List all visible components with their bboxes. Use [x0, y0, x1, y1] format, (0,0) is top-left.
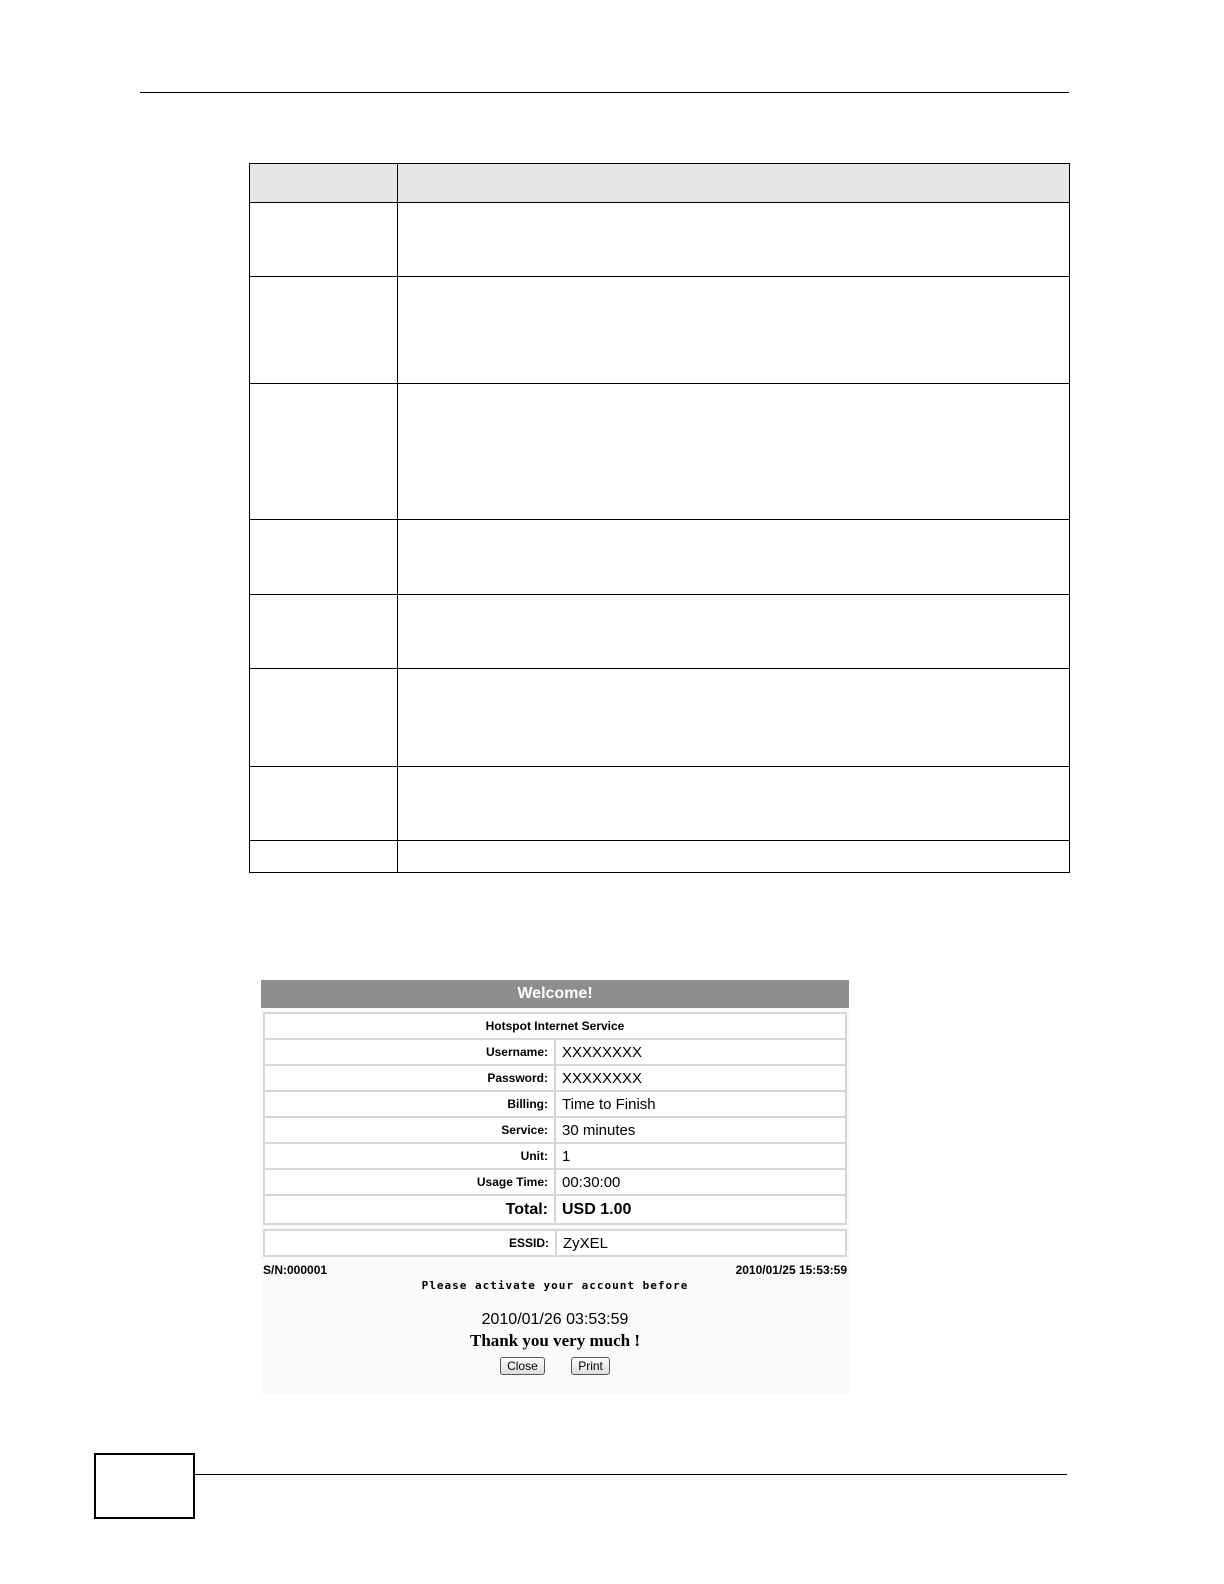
- activate-notice: Please activate your account before: [421, 1279, 689, 1292]
- welcome-banner: Welcome!: [261, 980, 849, 1008]
- table-header-cell: [398, 164, 1070, 203]
- username-label: Username:: [264, 1039, 555, 1065]
- serial-number: S/N:000001: [263, 1263, 328, 1277]
- service-label: Service:: [264, 1117, 555, 1143]
- table-row: [250, 384, 1070, 520]
- receipt-meta: [263, 1263, 847, 1277]
- billing-value: Time to Finish: [555, 1091, 846, 1117]
- receipt-buttons: [261, 1357, 849, 1375]
- usage-time-label: Usage Time:: [264, 1169, 555, 1195]
- password-value: XXXXXXXX: [555, 1065, 846, 1091]
- table-row: [264, 1091, 846, 1117]
- print-button[interactable]: Print: [571, 1357, 610, 1375]
- total-value: USD 1.00: [555, 1195, 846, 1224]
- password-label: Password:: [264, 1065, 555, 1091]
- page-number-box: [94, 1453, 195, 1519]
- table-row: [264, 1065, 846, 1091]
- table-row: [250, 520, 1070, 595]
- table-row: [264, 1169, 846, 1195]
- thank-you-message: Thank you very much !: [469, 1331, 641, 1350]
- table-header-row: [250, 164, 1070, 203]
- service-value: 30 minutes: [555, 1117, 846, 1143]
- essid-table: [263, 1229, 847, 1257]
- unit-value: 1: [555, 1143, 846, 1169]
- footer-rule: [193, 1474, 1067, 1475]
- issue-datetime: 2010/01/25 15:53:59: [735, 1263, 847, 1277]
- table-row: [250, 767, 1070, 841]
- table-row: [250, 841, 1070, 873]
- welcome-receipt: [261, 980, 849, 1394]
- table-row: [264, 1117, 846, 1143]
- username-value: XXXXXXXX: [555, 1039, 846, 1065]
- table-row: [250, 203, 1070, 277]
- table-row: [264, 1230, 846, 1256]
- billing-label: Billing:: [264, 1091, 555, 1117]
- table-row: [250, 595, 1070, 669]
- total-row: [264, 1195, 846, 1224]
- essid-value: ZyXEL: [556, 1230, 846, 1256]
- table-header-cell: [250, 164, 398, 203]
- table-row: [250, 669, 1070, 767]
- account-info-table: [263, 1012, 847, 1225]
- essid-label: ESSID:: [264, 1230, 556, 1256]
- activation-deadline: 2010/01/26 03:53:59: [481, 1311, 629, 1328]
- total-label: Total:: [264, 1195, 555, 1224]
- close-button[interactable]: Close: [500, 1357, 545, 1375]
- service-title: Hotspot Internet Service: [264, 1013, 846, 1039]
- header-rule: [140, 92, 1069, 93]
- table-row: [264, 1039, 846, 1065]
- description-table: [249, 163, 1070, 873]
- table-row: [250, 277, 1070, 384]
- table-row: [264, 1143, 846, 1169]
- usage-time-value: 00:30:00: [555, 1169, 846, 1195]
- unit-label: Unit:: [264, 1143, 555, 1169]
